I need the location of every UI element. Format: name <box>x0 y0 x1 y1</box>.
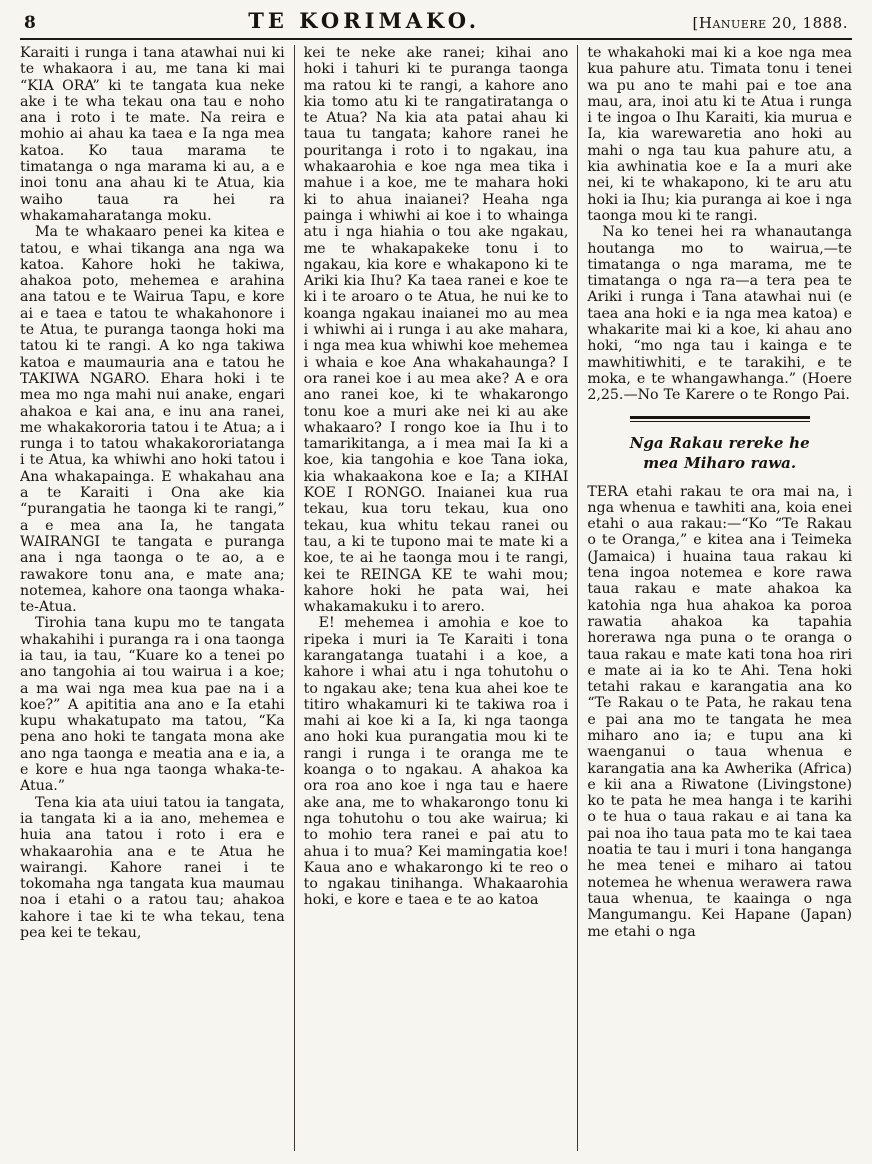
divider-rule-thin <box>630 421 810 422</box>
header-rule <box>20 38 852 40</box>
column-3 <box>587 45 852 1151</box>
section-divider-rules <box>630 416 810 422</box>
column-divider-2 <box>577 45 578 1151</box>
paragraph: Tena kia ata uiui tatou ia tangata, ia tangata ki a ia ano, mehemea e huia ana tatou i roto i era e whakaarohia ana e te Atua he wairangi. Kahore ranei i te tokomaha nga tangata kua maumau noa i etahi o a ratou tau; ahakoa kahore i tae ki te wha tekau, tena pea kei te tekau, <box>20 794 285 942</box>
column-3-bottom <box>587 484 852 940</box>
article-columns <box>20 45 852 1151</box>
section-heading: Nga Rakau rereke he mea Miharo rawa. <box>629 433 810 472</box>
page-number: 8 <box>24 13 36 33</box>
column-3-top <box>587 45 852 404</box>
paragraph: TERA etahi rakau te ora mai na, i nga whenua e tawhiti ana, koia enei etahi o aua rakau:—“Ko “Te Rakau o te Oranga,” e kitea ana i Teimeka (Jamaica) i huaina taua rakau ki tena ingoa notemea e kore rawa taua rakau e mate ahakoa ka katohia nga hua ahakoa ka poroa rawatia ahakoa ka tapahia horerawa nga puna o te oranga o taua rakau e mate kati tona hoa riri e mate ai ia ko te Ahi. Tena hoki tetahi rakau e karangatia ana ko “Te Rakau o te Pata, he rakau tena e pai ana mo te tangata he mea miharo ano ia; e tupu ana ki waenganui o taua whenua e karangatia ana ka Awherika (Africa) e kii ana a Riwatone (Livingstone) ko te pata he mea hanga i te karihi o te hua o taua rakau e ai tana ka pai noa iho taua pata mo te kai taea noatia te tau i muri i tona hanganga he mea tenei e miharo ai tatou notemea he whenua werawera rawa taua whenua, te kaainga o nga Mangumangu. Kei Hapane (Japan) me etahi o nga <box>587 483 852 940</box>
issue-date: [Hanuere 20, 1888. <box>692 14 848 32</box>
paragraph: E! mehemea i amohia e koe to ripeka i muri ia Te Karaiti i tona karangatanga tuatahi i a koe, a kahore i whai atu i nga tohutohu o to ngakau ake; tena kua ahei koe te titiro whakamuri ki te takiwa roa i mahi ai koe ki a Ia, ki nga taonga ano hoki kua purangatia mou ki te rangi i runga i te oranga me te koanga o to ngakau. A ahakoa ka ora roa ano koe i nga tau e haere ake ana, me to whakarongo tonu ki nga tohutohu o tou ake wairua; ki to mohio tera ranei e pai atu to ahua i to mua? Kei mamingatia koe! Kaua ano e whakarongo ki te reo o to ngakau tinihanga. Whakaarohia hoki, e kore e taea e te ao katoa <box>303 615 569 909</box>
paragraph: Na ko tenei hei ra whanautanga houtanga mo to wairua,—te timatanga o nga marama, me te timatanga o nga ra—a tera pea te Ariki i runga i Tana atawhai nui (e taea ana hoki e ia nga mea katoa) e whakarite mai ki a koe, ki ahau ano hoki, “mo nga tau i kainga e te mawhitiwhiti, e te tarakihi, e te moka, e te whangawhanga.” (Hoere 2,25.—No Te Karere o te Rongo Pai. <box>587 224 852 404</box>
page-header <box>20 6 852 38</box>
paragraph: Tirohia tana kupu mo te tangata whakahihi i puranga ra i ona taonga ia tau, ia tau, “Kuare ko a tenei po ano tangohia ai tou wairua i a koe; a ma wai nga mea kua pae na i a koe?” A apititia ana ano e Ia etahi kupu whakatupato ma tatou, “Ka pena ano hoki te tangata mona ake ano nga taonga e meatia ana e ia, a e kore e hua nga taonga whaka-te-Atua.” <box>20 615 285 795</box>
masthead-title: TE KORIMAKO. <box>248 8 481 33</box>
paragraph: Karaiti i runga i tana atawhai nui ki te whakaora i au, me tana ki mai “KIA ORA” ki te tangata kua neke ake i te wha tekau ona tau e noho ana i roto i te mate. Na reira e mohio ai ahau ka taea e Ia nga mea katoa. Ko taua marama te timatanga o nga marama ki au, a e inoi tonu ana ahau ki te Atua, kia waiho taua ra hei ra whakamaharatanga moku. <box>20 45 285 224</box>
paragraph: Ma te whakaaro penei ka kitea e tatou, e whai tikanga ana nga wa katoa. Kahore hoki he takiwa, ahakoa poto, mehemea e arahina ana tatou e te Wairua Tapu, e kore ai e taea e tatou te whakahonore i te Atua, te puranga taonga hoki ma tatou ki te rangi. A ko nga takiwa katoa e maumauria ana e tatou he TAKIWA NGARO. Ehara hoki i te mea mo nga mahi nui anake, engari ahakoa e kai ana, e inu ana ranei, me whakakororia tatou i te Atua; a i runga i to tatou whakakororiatanga i te Atua, ka whiwhi ano hoki tatou i Ana whakapainga. E whakahau ana a te Karaiti i Ona ake kia “purangatia he taonga ki te rangi,” a e mea ana Ia, he tangata WAIRANGI te tangata e puranga ana i nga taonga o te ao, a e rawakore tonu ana, e mate ana; notemea, kahore ona taonga whaka-te-Atua. <box>20 224 285 616</box>
paragraph: te whakahoki mai ki a koe nga mea kua pahure atu. Timata tonu i tenei wa pu ano te mahi pai e toe ana mau, ara, inoi atu ki te Atua i runga i te ingoa o Ihu Karaiti, kia murua e Ia, kia warewaretia ano hoki au mahi o nga tau kua pahure atu, a kia awhinatia koe e Ia a muri ake nei, ki te whakapono, ki te aru atu hoki ia Ihu; kia puranga ai koe i nga taonga mou ki te rangi. <box>587 45 852 224</box>
paragraph: kei te neke ake ranei; kihai ano hoki i tahuri ki te puranga taonga ma ratou ki te rangi, a kahore ano kia tomo atu ki te rangatiratanga o te Atua? Na kia ata patai ahau ki taua tu tangata; kahore ranei he pouritanga i roto i to ngakau, ina whakaarohia e koe nga mea tika i mahue i a koe, me te mahara hoki ki to ahua inaianei? Heaha nga painga i whiwhi ai koe i to whainga atu i nga hiahia o tou ake ngakau, me te whakapakeke tonu i to ngakau, kia kore e whakapono ki te Ariki kia Ihu? Ka taea ranei e koe te ki i te aroaro o te Atua, he nui ke to koanga ngakau inaianei mo au mea i whiwhi ai i runga i au ake mahara, i nga mea kua whiwhi koe mehemea i whaia e koe Ana whakahaunga? I ora ranei koe i au mea ake? A e ora ano ranei koe, ki te whakarongo tonu koe a muri ake nei ki au ake whakaaro? I rongo koe ia Ihu i to tamarikitanga, a i mea mai Ia ki a koe, kia tangohia e koe Tana ioka, kia whakaakona koe e Ia; a KIHAI KOE I RONGO. Inaianei kua rua tekau, kua toru tekau, kua ono tekau, kua whitu tekau ranei ou tau, a ki te tupono mai te mate ki a koe, te ai he taonga mou i te rangi, kei te REINGA KE te wahi mou; kahore hoki he pata wai, hei whakamakuku i to arero. <box>303 45 569 616</box>
column-2 <box>304 45 569 1151</box>
column-1 <box>20 45 285 1151</box>
column-divider-1 <box>294 45 295 1151</box>
divider-rule-thick <box>630 416 810 419</box>
